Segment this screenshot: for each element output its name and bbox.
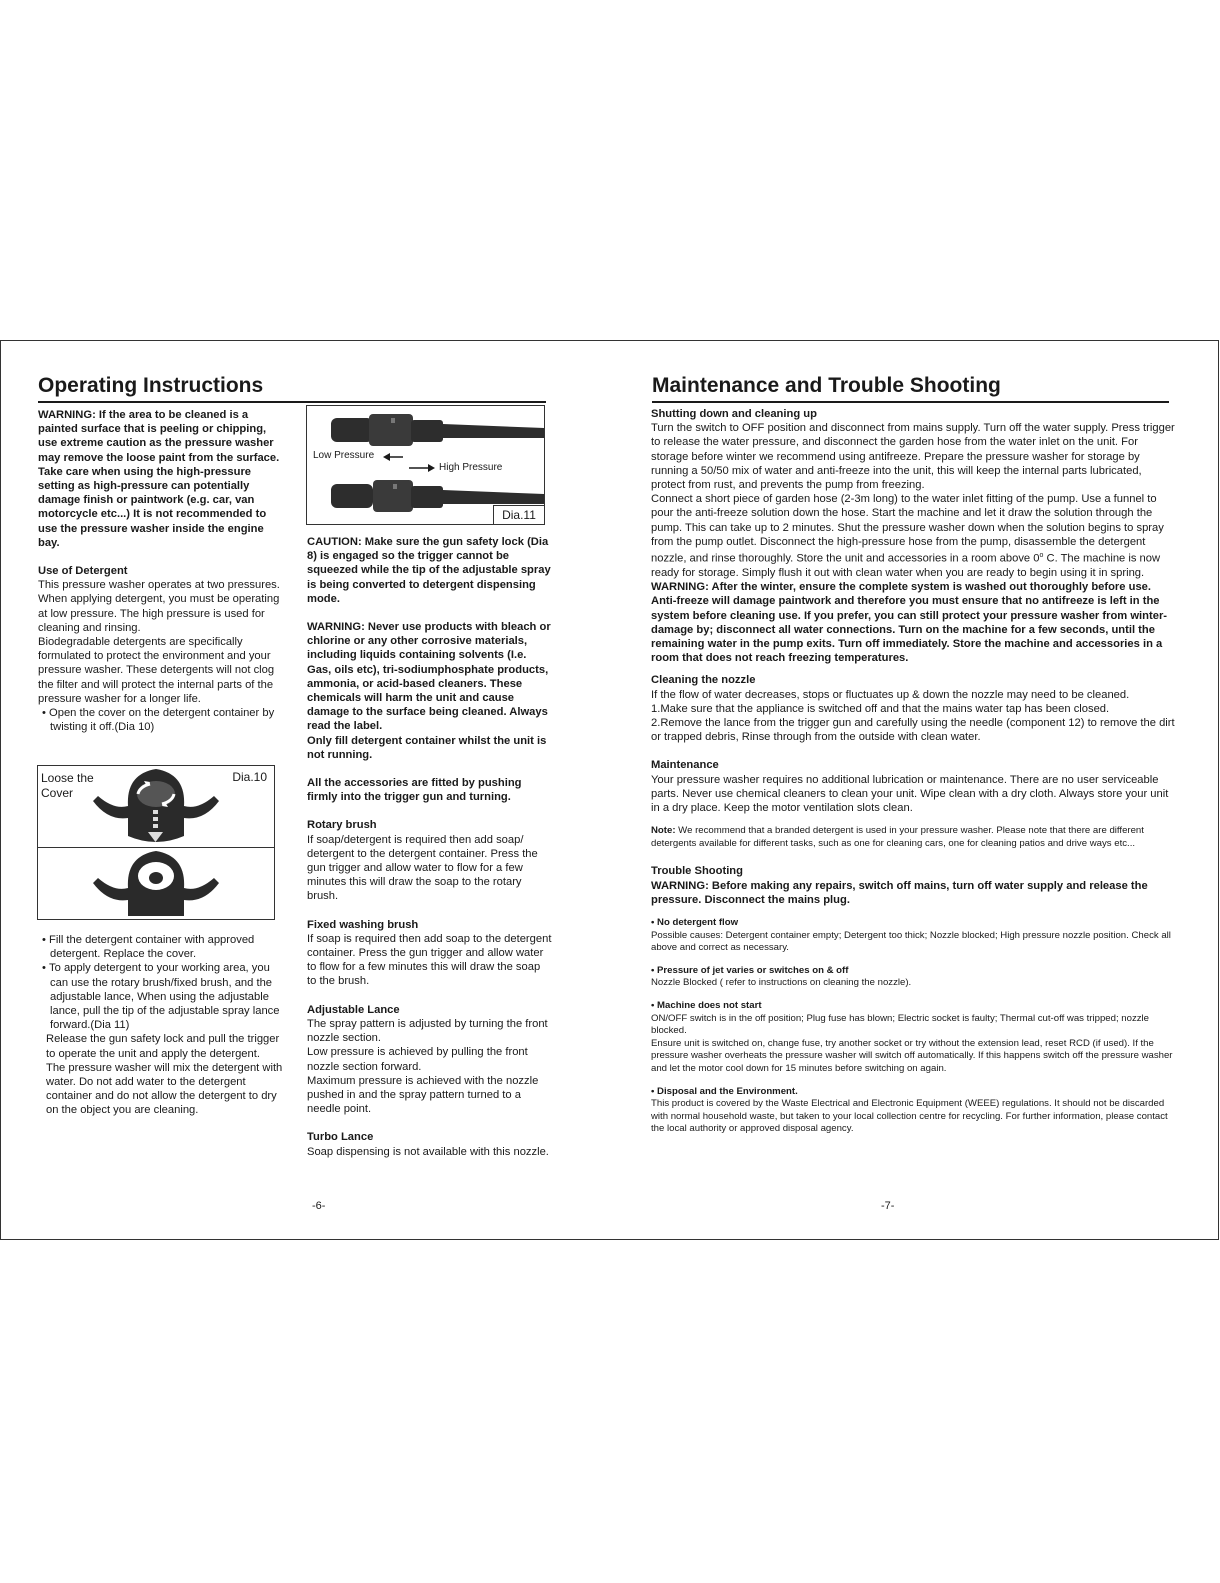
shutdown-paragraph-2 <box>651 492 1176 580</box>
title-rule-right <box>652 401 1169 403</box>
adjustable-lance-heading: Adjustable Lance <box>307 1003 400 1016</box>
maintenance-heading: Maintenance <box>651 759 719 772</box>
title-rule-left <box>38 401 546 403</box>
dia10-caption: Loose the Cover <box>41 771 94 800</box>
shutdown-heading: Shutting down and cleaning up <box>651 408 817 420</box>
fixed-brush-heading: Fixed washing brush <box>307 918 419 931</box>
detergent-heading: Use of Detergent <box>38 565 128 578</box>
high-pressure-label: High Pressure <box>439 462 503 473</box>
shutdown-p2-end: C. The machine is now ready for storage. Simply flush it out with clean water when you are ready to begin using it in spring. <box>651 552 1161 579</box>
bullet-open-cover: • Open the cover on the detergent container by twisting it off.(Dia 10) <box>42 707 275 734</box>
rotary-brush-text: If soap/detergent is required then add soap/ detergent to the detergent container. Press the gun trigger and allow water to flow for a few minutes this will draw the soap to the rotary brush. <box>307 833 538 903</box>
left-column-lower <box>38 933 288 1118</box>
middle-column <box>307 535 552 1159</box>
maintenance-text: Your pressure washer requires no additional lubrication or maintenance. There are no user serviceable parts. Never use chemical cleaners to clean your unit. Wipe clean with a dry cloth. Always store your unit in a dry place. Keep the motor ventilation slots clean. <box>651 773 1169 815</box>
trouble-item-1-heading: • No detergent flow <box>651 917 739 929</box>
apply-paragraph-2: Release the gun safety lock and pull the trigger to operate the unit and apply the detergent. <box>46 1033 280 1060</box>
dia11-figure <box>306 405 545 525</box>
bullet-fill-text: Fill the detergent container with approved detergent. Replace the cover. <box>49 934 255 961</box>
fill-only-notice: Only fill detergent container whilst the unit is not running. <box>307 734 547 761</box>
t3-heading-text: Machine does not start <box>657 999 762 1011</box>
turbo-lance-heading: Turbo Lance <box>307 1131 374 1144</box>
detergent-paragraph-2: Biodegradable detergents are specifically formulated to protect the environment and your pressure washer. These detergents will not clog the filter and will protect the internal parts of the pressure washer for a longer life. <box>38 636 275 705</box>
note-paragraph <box>651 825 1176 850</box>
fixed-brush-text: If soap is required then add soap to the detergent container. Press the gun trigger and allow water to flow for a few minutes this will draw the soap to the brush. <box>307 932 552 988</box>
turbo-lance-text: Soap dispensing is not available with this nozzle. <box>307 1145 549 1158</box>
note-label: Note: <box>651 825 676 837</box>
trouble-item-3-heading: • Machine does not start <box>651 999 762 1011</box>
trouble-shooting-warning: WARNING: Before making any repairs, switch off mains, turn off water supply and release the pressure. Disconnect the mains plug. <box>651 879 1148 906</box>
dia10-figure <box>37 765 275 920</box>
adjustable-lance-p3: Maximum pressure is achieved with the nozzle pushed in and the spray pattern turned to a needle point. <box>307 1074 539 1116</box>
warning-chemicals: WARNING: Never use products with bleach or chlorine or any other corrosive materials, including liquids containing solvents (I.e. Gas, oils etc), tri-sodiumphosphate products, ammonia, or acid-based cleaners. These chemicals will harm the unit and cause damage to the surface being cleaned. Always read the label. <box>307 621 551 733</box>
page-number-left: -6- <box>312 1200 326 1212</box>
trouble-shooting-heading: Trouble Shooting <box>651 865 743 878</box>
bullet-apply-detergent: • To apply detergent to your working area, you can use the rotary brush/fixed brush, and the adjustable lance, When using the adjustable lance, pull the tip of the adjustable spray lance forward.(Dia 11) <box>42 962 280 1032</box>
page-number-right: -7- <box>881 1200 895 1212</box>
nozzle-paragraph-1: If the flow of water decreases, stops or fluctuates up & down the nozzle may need to be cleaned. <box>651 688 1130 701</box>
rotary-brush-heading: Rotary brush <box>307 819 377 832</box>
t1-heading-text: No detergent flow <box>657 917 739 929</box>
trouble-item-4-heading: • Disposal and the Environment. <box>651 1085 798 1097</box>
detergent-container-illustration <box>38 766 274 919</box>
winter-warning: WARNING: After the winter, ensure the complete system is washed out thoroughly before use. Anti-freeze will damage paintwork and therefore you must ensure that no antifreeze is left in the system before cleaning use. If you prefer, you can still protect your pressure washer from winter-damage by; disconnect all water connections. Turn on the machine for a few seconds, until the remaining water in the pump exits. Turn off immediately. Store the machine and accessories in a room that does not reach freezing temperatures. <box>651 581 1168 665</box>
dia10-label: Dia.10 <box>232 770 267 784</box>
low-pressure-label: Low Pressure <box>313 450 375 461</box>
right-column <box>651 407 1176 1136</box>
page-title-left: Operating Instructions <box>38 374 264 397</box>
degree-symbol: o <box>1039 552 1044 560</box>
bullet-open-cover-text: Open the cover on the detergent container by twisting it off.(Dia 10) <box>49 707 275 734</box>
adjustable-lance-p2: Low pressure is achieved by pulling the front nozzle section forward. <box>307 1046 528 1073</box>
nozzle-paragraph-3: 2.Remove the lance from the trigger gun and carefully using the needle (component 12) to remove the dirt or trapped debris, Rinse through from the outside with clean water. <box>651 717 1175 744</box>
cleaning-nozzle-heading: Cleaning the nozzle <box>651 674 756 687</box>
t2-heading-text: Pressure of jet varies or switches on & off <box>657 964 849 976</box>
adjustable-lance-p1: The spray pattern is adjusted by turning the front nozzle section. <box>307 1017 548 1045</box>
left-column <box>38 408 288 734</box>
trouble-item-3-text-2: Ensure unit is switched on, change fuse, try another socket or try without the extension lead, reset RCD (if used). If the pressure washer overheats the pressure washer will switch off automatically. If this happens switch off the pressure washer and let the motor cool down for 15 minutes before switching on again. <box>651 1037 1173 1074</box>
trouble-item-2-heading: • Pressure of jet varies or switches on & off <box>651 964 849 976</box>
warning-paint: WARNING: If the area to be cleaned is a painted surface that is peeling or chipping, use extreme caution as the pressure washer may remove the loose paint from the surface. Take care when using the high-pressure setting as high-pressure can potentially damage finish or paintwork (e.g. car, van motorcycle etc...) It is not recommended to use the pressure washer inside the engine bay. <box>38 409 280 549</box>
manual-spread <box>0 340 1219 1240</box>
shutdown-paragraph-1: Turn the switch to OFF position and disconnect from mains supply. Turn off the water supply. Press trigger to release the water pressure, and disconnect the garden hose from the water inlet on the unit. For storage before winter we recommend using antifreeze. Prepare the pressure washer for storage by running a 50/50 mix of water and anti-freeze into the unit, this will keep the internal parts lubricated, protect from rust, and prevents the pump from freezing. <box>651 422 1175 492</box>
apply-paragraph-3: The pressure washer will mix the detergent with water. Do not add water to the detergent container and do not allow the detergent to dry on the object you are cleaning. <box>46 1061 283 1117</box>
trouble-item-4-text: This product is covered by the Waste Electrical and Electronic Equipment (WEEE) regulations. It should not be discarded with normal household waste, but taken to your local collection centre for recycling. For further information, please contact the local authority or approved disposal agency. <box>651 1098 1168 1135</box>
caution-safety-lock: CAUTION: Make sure the gun safety lock (Dia 8) is engaged so the trigger cannot be squeezed while the tip of the adjustable spray is being converted to detergent dispensing mode. <box>307 536 551 605</box>
trouble-item-3-text-1: ON/OFF switch is in the off position; Plug fuse has blown; Electric socket is faulty; Thermal cut-off was tripped; nozzle blocked. <box>651 1012 1150 1037</box>
detergent-paragraph-1: This pressure washer operates at two pressures. When applying detergent, you must be operating at low pressure. The high pressure is used for cleaning and rinsing. <box>38 579 280 634</box>
accessories-notice: All the accessories are fitted by pushing firmly into the trigger gun and turning. <box>307 777 522 804</box>
dia11-label: Dia.11 <box>493 505 544 524</box>
shutdown-p2-start: Connect a short piece of garden hose (2-3m long) to the water inlet fitting of the pump. Use a funnel to pour the anti-freeze solution down the hose. Start the machine and let it draw the solution through the pump. This can take up to 2 minutes. Shut the pressure washer down when the solution begins to spray from the pump outlet. Disconnect the high-pressure hose from the pump, disassemble the detergent nozzle, and rinse thoroughly. Store the unit and accessories in a room above 0 <box>651 493 1164 565</box>
bullet-fill-detergent: • Fill the detergent container with approved detergent. Replace the cover. <box>42 934 255 961</box>
nozzle-paragraph-2: 1.Make sure that the appliance is switched off and that the mains water tap has been closed. <box>651 702 1110 715</box>
trouble-item-1-text: Possible causes: Detergent container empty; Detergent too thick; Nozzle blocked; High pressure nozzle position. Check all above and correct as necessary. <box>651 929 1171 954</box>
page-title-right: Maintenance and Trouble Shooting <box>652 374 1001 397</box>
t4-heading-text: Disposal and the Environment. <box>657 1085 798 1097</box>
note-text: We recommend that a branded detergent is used in your pressure washer. Please note that there are different detergents available for different tasks, such as one for cleaning cars, one for cleaning patios and drive ways etc... <box>651 825 1144 849</box>
trouble-item-2-text: Nozzle Blocked ( refer to instructions on cleaning the nozzle). <box>651 977 912 989</box>
bullet-apply-text: To apply detergent to your working area, you can use the rotary brush/fixed brush, and the adjustable lance, When using the adjustable lance, pull the tip of the adjustable spray lance forward.(Dia 11) <box>49 962 280 1032</box>
